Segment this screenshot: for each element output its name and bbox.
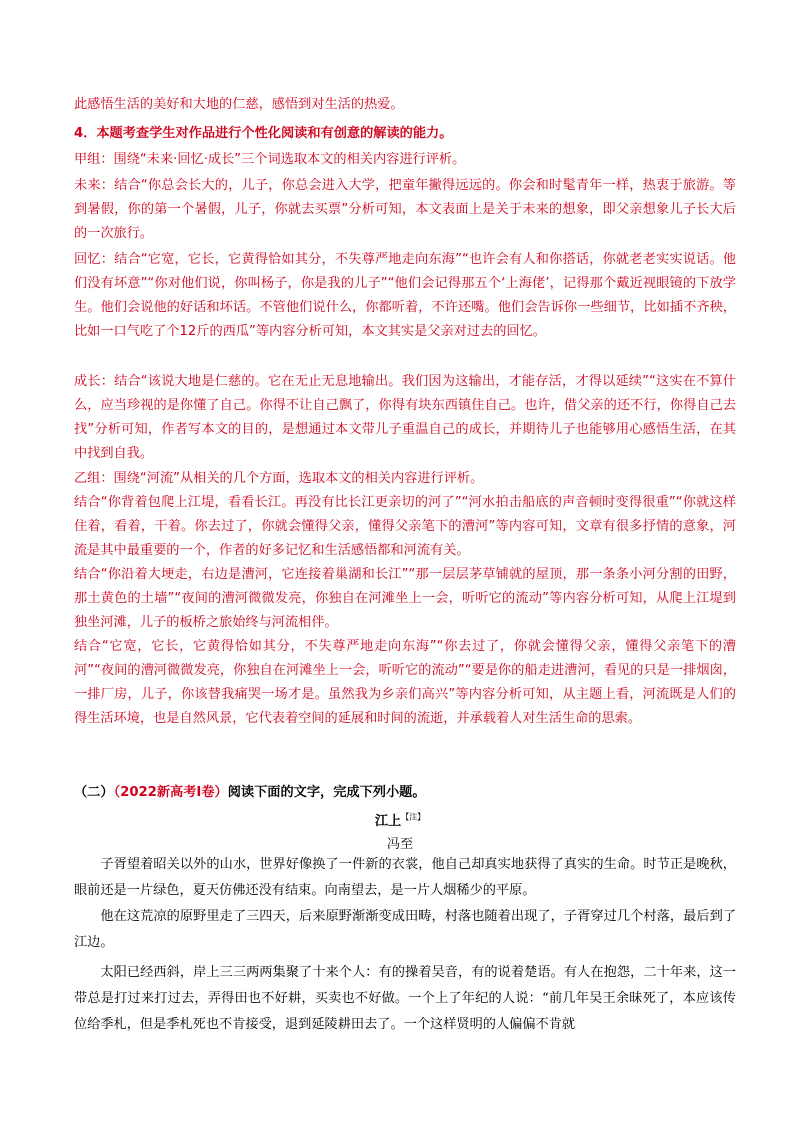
answer-line-1: 此感悟生活的美好和大地的仁慈，感悟到对生活的热爱。 <box>74 97 404 112</box>
story-title-text: 江上 <box>374 814 402 829</box>
answer-river-1: 结合“你背着包爬上江堤，看看长江。再没有比长江更亲切的河了”“河水拍击船底的声音顿时变得很重”“你就这样住着，看着，干着。你去过了，你就会懂得父亲，懂得父亲笔下的漕河”等内容可知，文章有很多抒情的意象，河流是其中最重要的一个，作者的好多记忆和生活感悟都和河流有关。 <box>74 495 736 558</box>
answer-group-jia: 甲组：围绕“未来·回忆·成长”三个词选取本文的相关内容进行评析。 <box>74 152 466 167</box>
answer-group-yi: 乙组：围绕“河流”从相关的几个方面，选取本文的相关内容进行评析。 <box>74 471 484 486</box>
section-prefix: （二） <box>74 785 114 800</box>
section-heading <box>74 781 736 805</box>
answer-future: 未来：结合“你总会长大的，儿子，你总会进入大学，把童年撇得远远的。你会和时髦青年一样，热衷于旅游。等到暑假，你的第一个暑假，儿子，你就去买票”分析可知，本文表面上是关于未来的想象，即父亲想象儿子长大后的一次旅行。 <box>74 178 736 241</box>
story-paragraph-1: 子胥望着昭关以外的山水，世界好像换了一件新的衣裳，他自己却真实地获得了真实的生命。时节正是晚秋，眼前还是一片绿色，夏天仿佛还没有结束。向南望去，是一片人烟稀少的平原。 <box>74 857 736 898</box>
story-paragraph-3: 太阳已经西斜，岸上三三两两集聚了十来个人：有的操着吴音，有的说着楚语。有人在抱怨，二十年来，这一带总是打过来打过去，弄得田也不好耕，买卖也不好做。一个上了年纪的人说：“前几年吴王余昧死了，本应该传位给季札，但是季札死也不肯接受，退到延陵耕田去了。一个这样贤明的人偏偏不肯就 <box>74 965 736 1032</box>
answer-memory: 回忆：结合“它宽，它长，它黄得恰如其分，不失尊严地走向东海”“也许会有人和你搭话，你就老老实实说话。他们没有坏意”“你对他们说，你叫杨子，你是我的儿子”“他们会记得那五个‘上海佬’，记得那个戴近视眼镜的下放学生。他们会说他的好话和坏话。不管他们说什么，你都听着，不许还嘴。他们会告诉你一些细节，比如插不齐秧，比如一口气吃了个12斤的西瓜”等内容分析可知，本文其实是父亲对过去的回忆。 <box>74 252 736 339</box>
section-source: （2022新高考Ⅰ卷） <box>113 785 228 800</box>
answer-question-4: 4．本题考查学生对作品进行个性化阅读和有创意的解读的能力。 <box>74 126 453 141</box>
section-instruction: 阅读下面的文字，完成下列小题。 <box>227 785 426 800</box>
story-paragraph-2: 他在这荒凉的原野里走了三四天，后来原野渐渐变成田畴，村落也随着出现了，子胥穿过几个村落，最后到了江边。 <box>74 909 736 950</box>
footnote-marker: 【注】 <box>401 812 426 822</box>
story-title <box>0 810 800 829</box>
answer-river-3: 结合“它宽，它长，它黄得恰如其分，不失尊严地走向东海”“你去过了，你就会懂得父亲，懂得父亲笔下的漕河”“夜间的漕河微微发亮，你独自在河滩坐上一会，听听它的流动”“要是你的船走进漕河，看见的只是一排烟囱，一排厂房，儿子，你该替我痛哭一场才是。虽然我为乡亲们高兴”等内容分析可知，从主题上看，河流既是人们的得生活环境，也是自然风景，它代表着空间的延展和时间的流逝，并承载着人对生活生命的思索。 <box>74 639 736 726</box>
answer-river-2: 结合“你沿着大埂走，右边是漕河，它连接着巢湖和长江”“那一层层茅草铺就的屋顶，那一条条小河分割的田野，那土黄色的土墙”“夜间的漕河微微发亮，你独自在河滩坐上一会，听听它的流动”等内容分析可知，从爬上江堤到独坐河滩，儿子的板桥之旅始终与河流相伴。 <box>74 567 736 630</box>
answer-growth: 成长：结合“该说大地是仁慈的。它在无止无息地输出。我们因为这输出，才能存活，才得以延续”“这实在不算什么，应当珍视的是你懂了自己。你得不让自己飘了，你得有块东西镇住自己。也许，借父亲的还不行，你得自己去找”分析可知，作者写本文的目的，是想通过本文带儿子重温自己的成长，并期待儿子也能够用心感悟生活，在其中找到自我。 <box>74 374 736 461</box>
story-author: 冯至 <box>386 837 414 852</box>
